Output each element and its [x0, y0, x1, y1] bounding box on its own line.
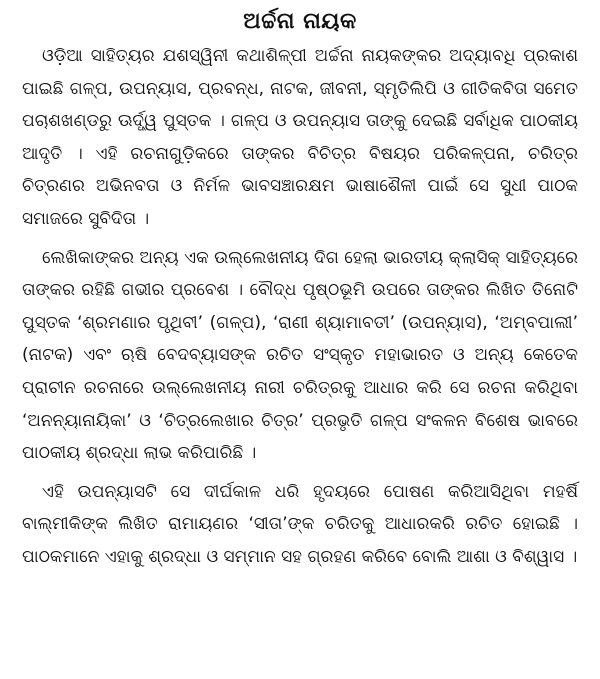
paragraph-novel: ଏହି ଉପନ୍ୟାସଟି ସେ ଦୀର୍ଘକାଳ ଧରି ହୃଦୟରେ ପୋଷଣ କରିଆସିଥିବା ମହର୍ଷି ବାଲ୍ମୀକିଙ୍କ ଲିଖିତ ରାମାୟଣର ‘ସୀତା’ଙ୍କ ଚରିତକୁ ଆଧାରକରି ରଚିତ ହୋଇଛି । ପାଠକମାନେ ଏହାକୁ ଶ୍ରଦ୍ଧା ଓ ସମ୍ମାନ ସହ ଗ୍ରହଣ କରିବେ ବୋଲି ଆଶା ଓ ବିଶ୍ୱାସ । [22, 481, 578, 567]
page-title: ଅର୍ଚ୍ଚନା ନାୟକ [243, 9, 357, 34]
paragraph-classics: ଲେଖିକାଙ୍କର ଅନ୍ୟ ଏକ ଉଲ୍ଲେଖନୀୟ ଦିଗ ହେଲା ଭାରତୀୟ କ୍ଲାସିକ୍ ସାହିତ୍ୟରେ ତାଙ୍କର ରହିଛି ଗଭୀର ପ୍ରବେଶ । ବୌଦ୍ଧ ପୃଷ୍ଠଭୂମି ଉପରେ ତାଙ୍କର ଲିଖିତ ତିନୋଟି ପୁସ୍ତକ ‘ଶ୍ରମଣାର ପୃଥିବୀ’ (ଗଳ୍ପ), ‘ରାଣୀ ଶ୍ୟାମାବତୀ’ (ଉପନ୍ୟାସ), ‘ଅମ୍ବପାଲୀ’ (ନାଟକ) ଏବଂ ଋଷି ବେଦବ୍ୟାସଙ୍କ ରଚିତ ସଂସ୍କୃତ ମହାଭାରତ ଓ ଅନ୍ୟ କେତେକ ପ୍ରାଚୀନ ରଚନାରେ ଉଲ୍ଲେଖନୀୟ ନାରୀ ଚରିତ୍ରକୁ ଆଧାର କରି ସେ ରଚନା କରିଥିବା ‘ଅନନ୍ୟାନାୟିକା’ ଓ ‘ଚିତ୍ରଲେଖାର ଚିତ୍ର’ ପ୍ରଭୃତି ଗଳ୍ପ ସଂକଳନ ବିଶେଷ ଭାବରେ ପାଠକୀୟ ଶ୍ରଦ୍ଧା ଲାଭ କରିପାରିଛି । [22, 247, 578, 464]
paragraph-intro: ଓଡ଼ିଆ ସାହିତ୍ୟର ଯଶସ୍ୱିନୀ କଥାଶିଳ୍ପୀ ଅର୍ଚ୍ଚନା ନାୟକଙ୍କର ଅଦ୍ୟାବଧି ପ୍ରକାଶ ପାଇଛି ଗଳ୍ପ, ଉପନ୍ୟାସ, ପ୍ରବନ୍ଧ, ନାଟକ, ଜୀବନୀ, ସ୍ମୃତିଲିପି ଓ ଗୀତିକବିତା ସମେତ ପଚାଶଖଣ୍ଡରୁ ଊର୍ଦ୍ଧ୍ୱ ପୁସ୍ତକ । ଗଳ୍ପ ଓ ଉପନ୍ୟାସ ତାଙ୍କୁ ଦେଇଛି ସର୍ବାଧିକ ପାଠକୀୟ ଆଦୃତି । ଏହି ରଚନାଗୁଡ଼ିକରେ ତାଙ୍କର ବିଚିତ୍ର ବିଷୟର ପରିକଳ୍ପନା, ଚରିତ୍ର ଚିତ୍ରଣର ଅଭିନବତା ଓ ନିର୍ମଳ ଭାବସଞ୍ଚାରକ୍ଷମ ଭାଷାଶୈଳୀ ପାଇଁ ସେ ସୁଧୀ ପାଠକ ସମାଜରେ ସୁବିଦିତା । [22, 46, 578, 229]
